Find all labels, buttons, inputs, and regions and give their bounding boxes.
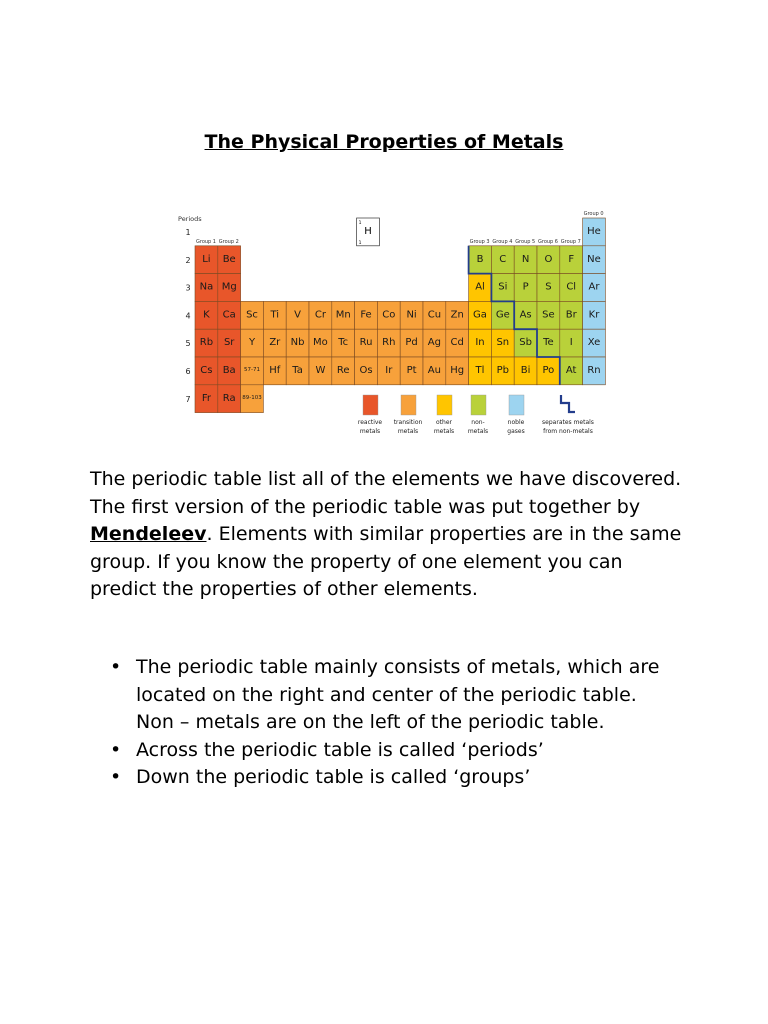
- element-symbol: Si: [498, 281, 508, 293]
- element-symbol: S: [545, 281, 552, 293]
- element-symbol: N: [521, 253, 530, 265]
- element-symbol: Te: [543, 337, 554, 349]
- element-symbol: Na: [199, 281, 214, 293]
- element-symbol: Ag: [427, 337, 442, 349]
- element-symbol: He: [587, 226, 601, 237]
- element-symbol: Y: [248, 337, 256, 349]
- legend-label: gases: [507, 428, 525, 435]
- element-symbol: V: [294, 309, 302, 321]
- legend-label: non-: [471, 419, 485, 426]
- legend-label: other: [436, 419, 452, 426]
- bullet-item: • The periodic table mainly consists of metals, which are located on the right and center of the periodic table. Non – metals are on the left of the periodic table.: [110, 654, 670, 737]
- period-number: 7: [185, 394, 191, 404]
- element-symbol: Fr: [201, 392, 211, 404]
- element-symbol: 89-103: [242, 394, 262, 401]
- periodic-table-figure: [175, 208, 610, 443]
- element-symbol: Rb: [199, 337, 214, 349]
- element-symbol: Rh: [382, 337, 396, 349]
- element-symbol: Ru: [359, 337, 373, 349]
- legend-label: separates metals: [542, 419, 594, 426]
- element-symbol: Fe: [360, 309, 372, 321]
- element-symbol: Mg: [221, 281, 237, 293]
- group-label: Group 3: [469, 238, 490, 245]
- bullet-item: • Across the periodic table is called ‘periods’: [110, 737, 670, 765]
- period-number: 6: [185, 367, 191, 376]
- atomic-mass: 1: [358, 221, 362, 226]
- element-symbol: Bi: [520, 365, 531, 376]
- element-symbol: Kr: [588, 309, 600, 321]
- intro-paragraph: [90, 466, 690, 604]
- element-symbol: Ta: [292, 365, 303, 376]
- element-symbol: Ne: [587, 253, 601, 265]
- period-number: 5: [185, 339, 191, 349]
- element-symbol: Rn: [587, 365, 601, 376]
- element-symbol: W: [315, 365, 326, 376]
- group-label: Group 2: [218, 238, 239, 245]
- element-symbol: Co: [382, 309, 396, 321]
- element-symbol: Po: [542, 365, 555, 376]
- element-symbol: Cu: [427, 309, 442, 321]
- element-symbol: Pb: [496, 365, 509, 376]
- element-symbol: At: [565, 365, 577, 376]
- element-symbol: Br: [565, 309, 577, 321]
- period-number: 4: [185, 311, 191, 321]
- element-symbol: B: [476, 253, 484, 265]
- element-symbol: Tc: [338, 337, 349, 349]
- element-symbol: Hf: [269, 365, 281, 376]
- element-symbol: Sn: [496, 337, 510, 349]
- element-symbol: Ca: [222, 309, 236, 321]
- element-symbol: O: [544, 253, 553, 265]
- legend-label: reactive: [357, 419, 383, 426]
- element-symbol: Cs: [200, 365, 213, 376]
- element-symbol: Al: [475, 281, 485, 293]
- group-label: Group 5: [515, 238, 536, 245]
- separator-legend-icon: [561, 395, 575, 412]
- legend-swatch: [471, 395, 486, 415]
- element-symbol: Os: [359, 365, 373, 376]
- legend-swatch: [363, 395, 378, 415]
- element-symbol: Pt: [406, 365, 417, 376]
- element-symbol: Ni: [406, 309, 417, 321]
- group-label: Group 6: [538, 238, 558, 245]
- legend-label: metals: [433, 428, 455, 435]
- element-symbol: Ga: [473, 309, 487, 321]
- element-symbol: Ra: [222, 392, 236, 404]
- legend-swatch: [401, 395, 416, 415]
- element-symbol: Cl: [566, 281, 577, 293]
- legend-label: metals: [359, 428, 381, 435]
- group-label: Group 0: [583, 211, 604, 217]
- legend-label: from non-metals: [543, 428, 593, 435]
- element-symbol: Ba: [222, 365, 236, 376]
- legend-label: metals: [397, 428, 419, 435]
- element-symbol: In: [475, 337, 485, 349]
- element-symbol: Xe: [587, 337, 601, 349]
- element-symbol: Au: [427, 365, 441, 376]
- legend-label: noble: [507, 419, 525, 426]
- element-symbol: Sr: [223, 337, 235, 349]
- element-symbol: Ge: [495, 309, 510, 321]
- group-label: Group 4: [492, 238, 513, 245]
- element-symbol: Ti: [270, 309, 280, 321]
- group-label: Group 7: [560, 238, 581, 245]
- element-symbol: Cr: [314, 309, 326, 321]
- element-symbol: C: [499, 253, 507, 265]
- legend-swatch: [509, 395, 524, 415]
- element-symbol: Li: [202, 253, 211, 265]
- element-symbol: Sc: [246, 309, 258, 321]
- period-number: 1: [185, 228, 191, 237]
- atomic-number: 1: [358, 240, 362, 246]
- page-title: The Physical Properties of Metals: [204, 131, 564, 153]
- legend-label: metals: [467, 428, 489, 435]
- legend-swatch: [437, 395, 452, 415]
- element-symbol: Mn: [335, 309, 351, 321]
- element-symbol: Zn: [450, 309, 464, 321]
- element-symbol: Sb: [519, 337, 532, 349]
- element-symbol: Pd: [405, 337, 418, 349]
- element-symbol: Ir: [385, 365, 393, 376]
- element-symbol: Re: [336, 365, 350, 376]
- element-symbol: H: [364, 226, 372, 237]
- period-number: 3: [185, 283, 191, 293]
- bullet-list: [110, 654, 670, 792]
- period-number: 2: [185, 255, 191, 265]
- element-symbol: P: [522, 281, 529, 293]
- legend-label: transition: [393, 419, 423, 426]
- element-symbol: Ar: [588, 281, 600, 293]
- element-symbol: Hg: [450, 365, 465, 376]
- mendeleev-name: Mendeleev: [90, 523, 207, 545]
- element-symbol: As: [519, 309, 532, 321]
- element-symbol: Nb: [290, 337, 305, 349]
- element-symbol: Mo: [313, 337, 328, 349]
- element-symbol: K: [203, 309, 210, 321]
- group-label: Group 1: [196, 238, 216, 245]
- element-symbol: I: [569, 337, 573, 349]
- intro-text-1: The periodic table list all of the elements we have discovered. The first version of the periodic table was put together by: [90, 468, 682, 518]
- element-symbol: Be: [222, 253, 236, 265]
- intro-text-2: . Elements with similar properties are in the same group. If you know the property of one element you can predict the properties of other elements.: [90, 523, 682, 600]
- element-symbol: Cd: [450, 337, 464, 349]
- element-symbol: 57-71: [244, 367, 260, 373]
- periods-label: Periods: [178, 215, 202, 223]
- bullet-item: • Down the periodic table is called ‘groups’: [110, 764, 670, 792]
- element-symbol: F: [568, 253, 575, 265]
- element-symbol: Se: [542, 309, 555, 321]
- element-symbol: Zr: [269, 337, 281, 349]
- element-symbol: Tl: [475, 365, 485, 376]
